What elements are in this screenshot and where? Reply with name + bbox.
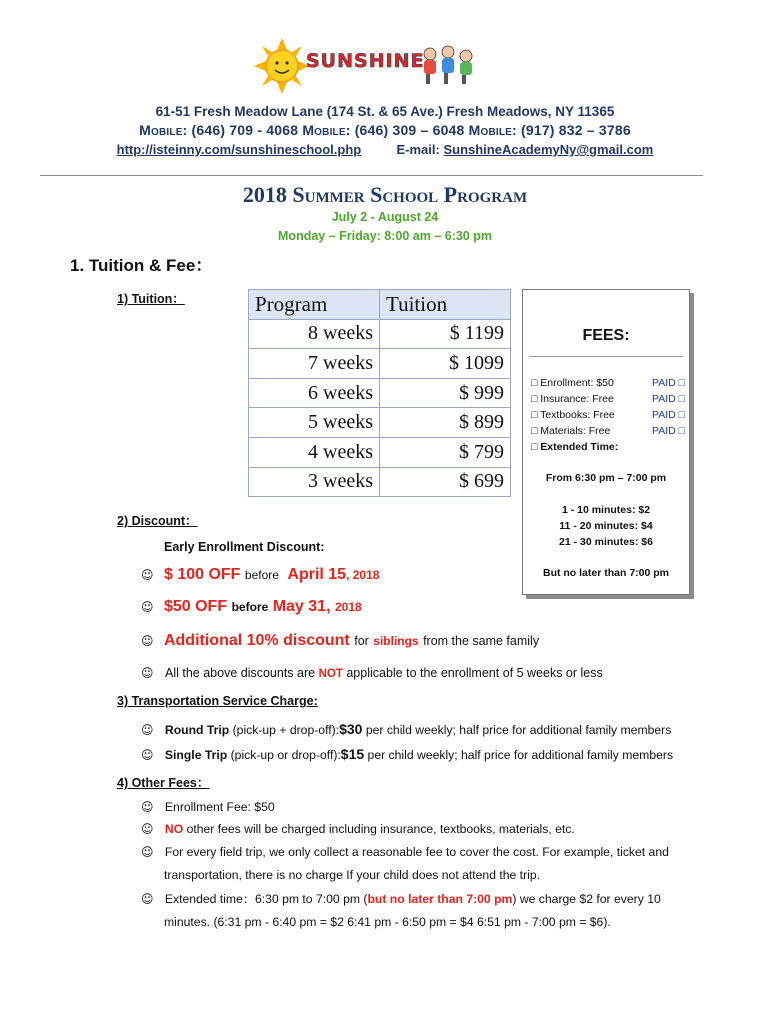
trip-price: $15 (340, 746, 365, 762)
trip-rest: per child weekly; half price for additional family members (365, 723, 672, 737)
extended-time-range: From 6:30 pm – 7:00 pm (545, 472, 667, 484)
single-trip-line (141, 746, 673, 762)
fee-status: PAID □ (652, 393, 685, 405)
fees-title: FEES: (582, 327, 630, 344)
smiley-icon: ☺ (141, 634, 154, 648)
smiley-icon: ☺ (141, 800, 154, 814)
offer-rest: from the same family (423, 634, 540, 648)
extended-time-line (141, 890, 661, 907)
fee-item (531, 377, 685, 389)
program-cell: 8 weeks (249, 319, 380, 349)
fee-item (531, 409, 685, 421)
website-link[interactable]: http://isteinny.com/sunshineschool.php (116, 142, 362, 157)
program-cell: 5 weeks (249, 408, 380, 438)
tuition-cell: $ 1199 (380, 319, 511, 349)
table-row (249, 437, 511, 467)
fee-item (531, 425, 685, 437)
fee-status: PAID □ (652, 377, 685, 389)
tuition-cell: $ 999 (380, 378, 511, 408)
program-cell: 6 weeks (249, 378, 380, 408)
program-cell: 4 weeks (249, 437, 380, 467)
fee-status: PAID □ (652, 425, 685, 437)
trip-desc: (pick-up or drop-off): (230, 748, 341, 762)
offer-siblings: siblings (373, 634, 419, 648)
extended-time-label: □ Extended Time: (531, 441, 619, 453)
discount-offer-3 (141, 632, 539, 650)
fee-label: □ Insurance: Free (531, 393, 614, 405)
extended-rate: 21 - 30 minutes: $6 (559, 536, 653, 548)
table-header-row (249, 290, 511, 320)
fee-status: PAID □ (652, 409, 685, 421)
program-cell: 7 weeks (249, 349, 380, 379)
tuition-label: 1) Tuition： (117, 292, 185, 306)
program-dates: July 2 - August 24 (331, 210, 439, 224)
logo (252, 36, 482, 98)
ext-pre: Extended time：6:30 pm to 7:00 pm ( (164, 892, 368, 906)
fees-divider (529, 356, 683, 357)
discount-note (141, 666, 603, 680)
offer-year: 2018 (334, 600, 362, 614)
trip-price: $30 (339, 721, 363, 737)
column-header-program: Program (249, 290, 380, 320)
extended-limit: But no later than 7:00 pm (542, 567, 669, 579)
school-address: 61-51 Fresh Meadow Lane (174 St. & 65 Ave.) Fresh Meadows, NY 11365 (155, 104, 615, 119)
offer-for: for (354, 634, 369, 648)
table-row (249, 408, 511, 438)
extended-rate: 11 - 20 minutes: $4 (559, 520, 653, 532)
phone-numbers: Mobile: (646) 709 - 4068 Mobile: (646) 309 – 6048 Mobile: (917) 832 – 3786 (139, 122, 631, 138)
smiley-icon: ☺ (141, 600, 154, 614)
section-tuition-fee: 1. Tuition & Fee： (70, 256, 213, 275)
fee-label: □ Textbooks: Free (531, 409, 615, 421)
trip-desc: (pick-up + drop-off): (232, 723, 340, 737)
extended-rate: 1 - 10 minutes: $2 (561, 504, 651, 516)
round-trip-line (141, 721, 671, 737)
discount-offer-1 (141, 566, 379, 584)
smiley-icon: ☺ (141, 666, 154, 680)
tuition-cell: $ 899 (380, 408, 511, 438)
trip-rest: per child weekly; half price for additional family members (367, 748, 674, 762)
contact-links (0, 142, 770, 157)
field-trip-line-2: transportation, there is no charge If your child does not attend the trip. (164, 868, 541, 882)
offer-year: , 2018 (346, 568, 380, 582)
tuition-cell: $ 1099 (380, 349, 511, 379)
ext-red: but no later than 7:00 pm (367, 892, 513, 906)
smiley-icon: ☺ (141, 748, 154, 762)
fees-box (522, 289, 690, 595)
smiley-icon: ☺ (141, 723, 154, 737)
note-pre: All the above discounts are (165, 666, 316, 680)
ext-post: ) we charge $2 for every 10 (512, 892, 661, 906)
offer-date: April 15 (287, 566, 347, 583)
offer-amount: $50 OFF (163, 598, 228, 615)
transport-label: 3) Transportation Service Charge: (117, 694, 318, 708)
smiley-icon: ☺ (141, 892, 154, 906)
smiley-icon: ☺ (141, 568, 154, 582)
offer-amount: Additional 10% discount (163, 632, 350, 649)
page-title: 2018 Summer School Program (242, 182, 528, 207)
enrollment-fee-text: Enrollment Fee: $50 (164, 800, 275, 814)
tuition-cell: $ 799 (380, 437, 511, 467)
program-cell: 3 weeks (249, 467, 380, 497)
smiley-icon: ☺ (141, 822, 154, 836)
extended-time-line-2: minutes. (6:31 pm - 6:40 pm = $2 6:41 pm - 6:50 pm = $4 6:51 pm - 7:00 pm = $6). (164, 915, 611, 929)
note-post: applicable to the enrollment of 5 weeks or less (346, 666, 603, 680)
tuition-table (248, 289, 511, 497)
table-row (249, 467, 511, 497)
no-text: NO (164, 822, 184, 836)
trip-name: Single Trip (164, 748, 228, 762)
discount-label: 2) Discount： (117, 514, 198, 528)
other-fees-label: 4) Other Fees： (117, 776, 210, 790)
program-hours: Monday – Friday: 8:00 am – 6:30 pm (278, 229, 492, 243)
early-discount-heading: Early Enrollment Discount: (164, 540, 325, 554)
logo-text: SUNSHINE (306, 50, 425, 72)
offer-amount: $ 100 OFF (163, 566, 241, 583)
no-fees-text: other fees will be charged including insurance, textbooks, materials, etc. (186, 822, 575, 836)
email-label: E-mail: (396, 142, 440, 157)
table-row (249, 319, 511, 349)
header-divider (40, 175, 703, 176)
table-row (249, 378, 511, 408)
offer-before: before (244, 568, 279, 582)
enrollment-fee-line (141, 800, 275, 814)
fee-item (531, 393, 685, 405)
fee-label: □ Enrollment: $50 (531, 377, 614, 389)
note-not: NOT (318, 668, 343, 680)
no-fees-line (141, 822, 575, 836)
offer-before: before (231, 600, 269, 614)
fee-label: □ Materials: Free (531, 425, 611, 437)
discount-offer-2 (141, 598, 362, 616)
offer-date: May 31, (272, 598, 331, 615)
tuition-cell: $ 699 (380, 467, 511, 497)
field-trip-text: For every field trip, we only collect a reasonable fee to cover the cost. For example, ticket and (164, 845, 669, 859)
column-header-tuition: Tuition (380, 290, 511, 320)
table-row (249, 349, 511, 379)
field-trip-line (141, 845, 669, 859)
trip-name: Round Trip (164, 723, 230, 737)
smiley-icon: ☺ (141, 845, 154, 859)
email-link[interactable]: SunshineAcademyNy@gmail.com (443, 142, 654, 157)
